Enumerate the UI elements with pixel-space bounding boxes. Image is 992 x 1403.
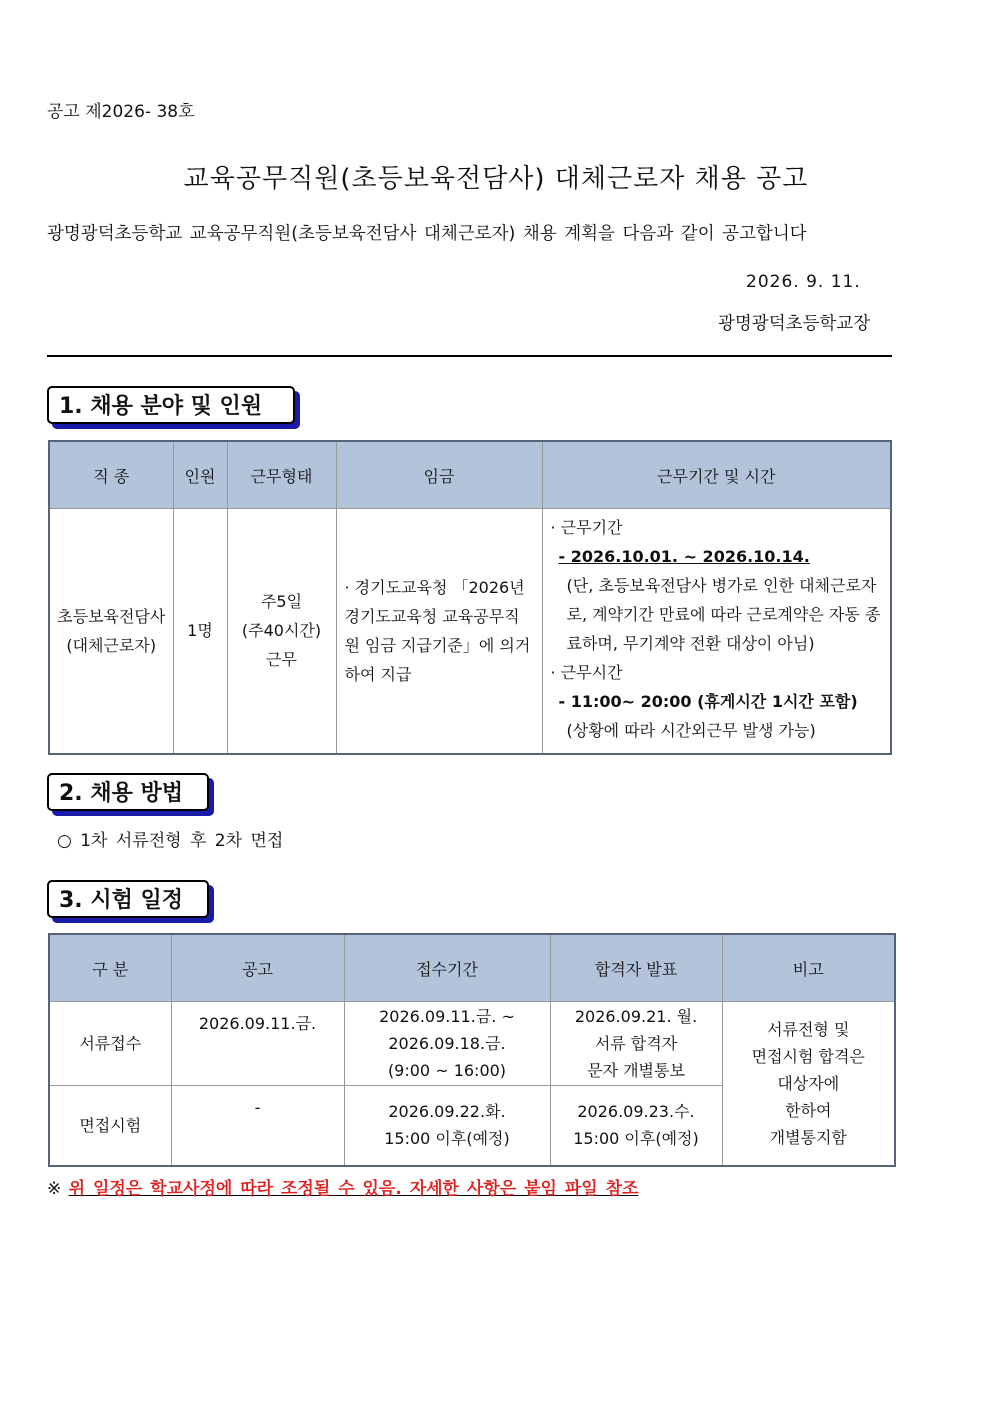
period-label: · 근무기간 [550,518,623,537]
remark-line: 한하여 [785,1100,832,1120]
table-header-row [49,441,891,509]
divider [47,355,892,357]
application-period-cell [344,1086,550,1166]
application-period-cell [344,1002,550,1086]
result-line: 2026.09.23.수. [577,1102,695,1122]
column-header: 직 종 [49,441,173,509]
table-row [49,1002,895,1086]
period-line: 2026.09.22.화. [388,1102,506,1122]
section-heading-method: 2. 채용 방법 [47,773,209,811]
period-line: 2026.09.11.금. ~ [379,1007,515,1026]
hours-value: - 11:00~ 20:00 (휴게시간 1시간 포함) [558,692,858,711]
category-cell: 서류접수 [49,1002,171,1086]
reference-mark: ※ [47,1179,62,1199]
period-value: - 2026.10.01. ~ 2026.10.14. [558,547,810,566]
column-header: 공고 [171,934,344,1002]
notice-date-cell: 2026.09.11.금. [171,1002,344,1086]
remark-line: 개별통지함 [769,1127,847,1147]
job-title: 초등보육전담사 [57,606,166,626]
column-header: 합격자 발표 [550,934,722,1002]
result-line: 15:00 이후(예정) [573,1129,699,1149]
section-heading-schedule: 3. 시험 일정 [47,880,209,918]
recruitment-table [48,440,892,755]
hours-note: (상황에 따라 시간외근무 발생 가능) [566,721,816,740]
work-period-cell [542,509,891,754]
wage-cell: · 경기도교육청 「2026년 경기도교육청 교육공무직원 임금 지급기준」에 의거하여 지급 [336,509,542,754]
count-cell: 1명 [173,509,227,754]
column-header: 근무기간 및 시간 [542,441,891,509]
work-type-line: (주40시간) [241,621,322,641]
period-note: (단, 초등보육전담사 병가로 인한 대체근로자로, 계약기간 만료에 따라 근로계약은 자동 종료하며, 무기계약 전환 대상이 아님) [566,576,881,653]
footnote [47,1174,638,1199]
page-title: 교육공무직원(초등보육전담사) 대체근로자 채용 공고 [183,164,809,194]
work-type-line: 주5일 [260,592,303,612]
period-line: 15:00 이후(예정) [384,1129,510,1149]
column-header: 비고 [722,934,895,1002]
result-line: 문자 개별통보 [587,1061,685,1080]
remark-cell [722,1002,895,1166]
method-text: ○ 1차 서류전형 후 2차 면접 [57,831,284,851]
table-header-row [49,934,895,1002]
intro-text: 광명광덕초등학교 교육공무직원(초등보육전담사 대체근로자) 채용 계획을 다음과 같이 공고합니다 [47,224,807,244]
remark-line: 서류전형 및 [767,1019,850,1039]
job-cell [49,509,173,754]
result-cell [550,1002,722,1086]
table-row [49,509,891,754]
work-type-line: 근무 [266,650,297,670]
period-line: 2026.09.18.금. [388,1034,506,1053]
remark-line: 면접시험 합격은 [751,1046,865,1066]
notice-date: 2026. 9. 11. [746,272,861,292]
notice-date-cell: - [171,1086,344,1166]
result-cell [550,1086,722,1166]
footnote-text: 위 일정은 학교사정에 따라 조정될 수 있음. 자세한 사항은 붙임 파일 참조 [68,1179,639,1199]
column-header: 임금 [336,441,542,509]
job-subtitle: (대체근로자) [66,635,157,655]
remark-line: 대상자에 [777,1073,840,1093]
notice-number: 공고 제2026- 38호 [47,102,195,122]
hours-label: · 근무시간 [550,663,623,682]
result-line: 서류 합격자 [594,1034,678,1053]
section-heading-recruitment: 1. 채용 분야 및 인원 [47,386,295,424]
result-line: 2026.09.21. 월. [574,1007,698,1026]
column-header: 근무형태 [227,441,336,509]
column-header: 인원 [173,441,227,509]
schedule-table [48,933,896,1167]
period-line: (9:00 ~ 16:00) [387,1061,507,1080]
category-cell: 면접시험 [49,1086,171,1166]
column-header: 구 분 [49,934,171,1002]
column-header: 접수기간 [344,934,550,1002]
work-type-cell [227,509,336,754]
signer: 광명광덕초등학교장 [718,314,871,334]
